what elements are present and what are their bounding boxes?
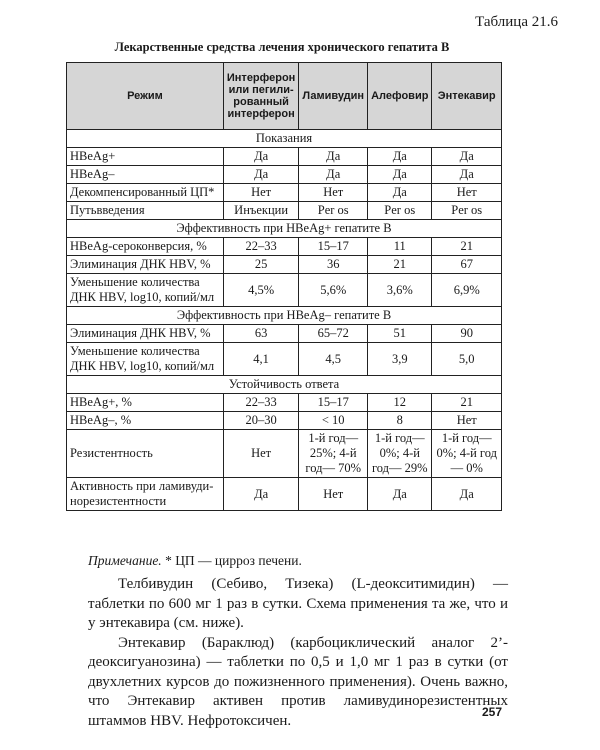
table-cell: Нет [432,184,502,202]
row-label: Путьвведения [67,202,224,220]
paragraph: Энтекавир (Бараклюд) (карбоциклический аналог 2’-деоксигуанозина) — таблетки по 0,5 и 1,0 мг 1 раз в сутки (от двухлетних курсов до пожизненного применения). Очень важно, что Энтекавир активен против ламивудинорезистентных штаммов HBV. Нефротоксичен. [88,634,508,729]
row-label: Резистентность [67,430,224,478]
table-cell: 21 [368,256,432,274]
table-cell: 4,1 [223,343,298,376]
table-cell: 63 [223,325,298,343]
table-cell: 67 [432,256,502,274]
table-cell: 8 [368,412,432,430]
row-label: Уменьшение количества ДНК HBV, log10, копий/мл [67,274,224,307]
table-cell: Да [368,184,432,202]
table-cell: 3,6% [368,274,432,307]
table-cell: 51 [368,325,432,343]
table-cell: Нет [223,430,298,478]
column-header: Режим [67,63,224,130]
table-cell: 1-й год— 0%; 4-й год— 29% [368,430,432,478]
section-title: Устойчивость ответа [67,376,502,394]
row-label: Активность при ламивуди-норезистентности [67,478,224,511]
table-cell: 22–33 [223,238,298,256]
body-text [88,575,508,731]
table-row [67,274,502,307]
table-cell: Инъекции [223,202,298,220]
column-header: Энтекавир [432,63,502,130]
note-text: * ЦП — цирроз печени. [165,553,302,568]
section-row [67,130,502,148]
table-cell: Да [223,148,298,166]
table-row [67,394,502,412]
table-cell: 65–72 [299,325,368,343]
table-note [88,553,302,569]
table-row [67,238,502,256]
table-row [67,325,502,343]
table-cell: 1-й год— 0%; 4-й год— 0% [432,430,502,478]
table-cell: Да [432,148,502,166]
table-cell: 15–17 [299,394,368,412]
table-row [67,343,502,376]
section-row [67,376,502,394]
table-row [67,166,502,184]
table-cell: 5,0 [432,343,502,376]
section-title: Показания [67,130,502,148]
column-header: Алефовир [368,63,432,130]
table-cell: Нет [299,478,368,511]
table-cell: 15–17 [299,238,368,256]
table-cell: 90 [432,325,502,343]
row-label: HBeAg+ [67,148,224,166]
table-cell: Да [432,478,502,511]
row-label: HBeAg– [67,166,224,184]
table-cell: 20–30 [223,412,298,430]
table-row [67,148,502,166]
drug-table [66,62,502,511]
section-title: Эффективность при HBeAg+ гепатите В [67,220,502,238]
column-header: Ламивудин [299,63,368,130]
table-cell: Да [432,166,502,184]
row-label: Элиминация ДНК HBV, % [67,325,224,343]
row-label: HBeAg–, % [67,412,224,430]
page-number: 257 [481,705,502,719]
table-cell: 36 [299,256,368,274]
table-cell: 4,5 [299,343,368,376]
table-cell: Нет [299,184,368,202]
table-cell: 21 [432,238,502,256]
table-cell: Нет [223,184,298,202]
table-title: Лекарственные средства лечения хронического гепатита В [114,40,450,54]
table-header-row [67,63,502,130]
table-cell: 11 [368,238,432,256]
table-cell: Да [368,148,432,166]
table-cell: 4,5% [223,274,298,307]
table-row [67,430,502,478]
table-cell: Да [299,166,368,184]
table-cell: 25 [223,256,298,274]
table-cell: 1-й год— 25%; 4-й год— 70% [299,430,368,478]
section-title: Эффективность при HBeAg– гепатите В [67,307,502,325]
table-row [67,202,502,220]
row-label: HBeAg+, % [67,394,224,412]
column-header: Интерферон или пегили-рованный интерферон [223,63,298,130]
table-row [67,184,502,202]
table-cell: 21 [432,394,502,412]
table-cell: 3,9 [368,343,432,376]
table-cell: Да [223,478,298,511]
table-number: Таблица 21.6 [475,14,558,30]
table-body [67,130,502,511]
table-cell: Да [223,166,298,184]
section-row [67,307,502,325]
table-cell: 22–33 [223,394,298,412]
table-cell: Нет [432,412,502,430]
table-cell: Per os [299,202,368,220]
row-label: HBeAg-сероконверсия, % [67,238,224,256]
row-label: Декомпенсированный ЦП* [67,184,224,202]
table-cell: 5,6% [299,274,368,307]
table-row [67,478,502,511]
table-cell: 12 [368,394,432,412]
table-cell: Per os [432,202,502,220]
table-cell: Да [299,148,368,166]
note-label: Примечание. [88,553,162,568]
table-row [67,256,502,274]
row-label: Элиминация ДНК HBV, % [67,256,224,274]
table-cell: Per os [368,202,432,220]
table-row [67,412,502,430]
table-cell: Да [368,166,432,184]
table-cell: < 10 [299,412,368,430]
section-row [67,220,502,238]
row-label: Уменьшение количества ДНК HBV, log10, копий/мл [67,343,224,376]
paragraph: Телбивудин (Себиво, Тизека) (L-деокситимидин) — таблетки по 600 мг 1 раз в сутки. Схема применения та же, что и у энтекавира (см. ниже). [88,576,508,631]
table-cell: Да [368,478,432,511]
table-cell: 6,9% [432,274,502,307]
